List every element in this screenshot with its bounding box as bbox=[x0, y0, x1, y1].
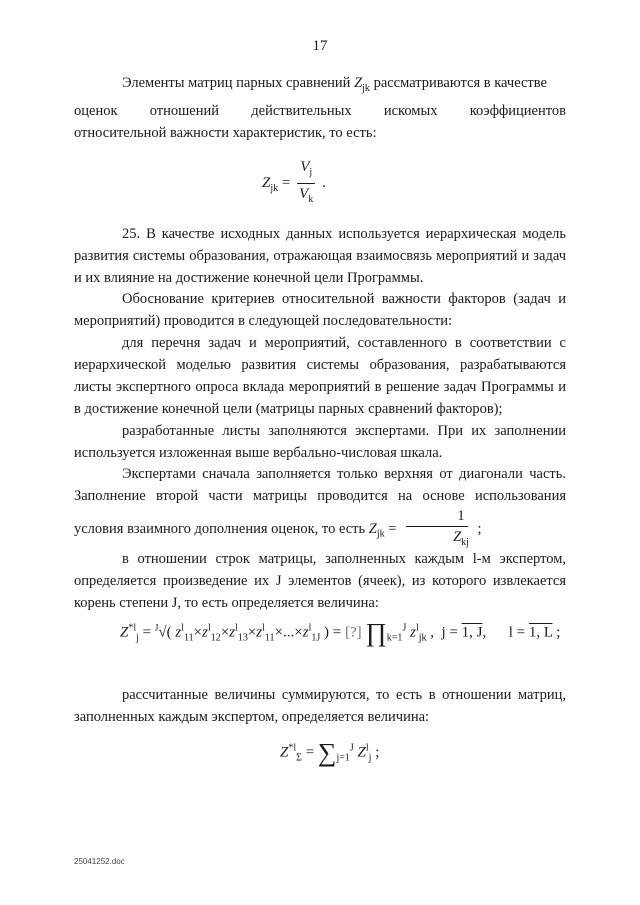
paragraph-3: Обоснование критериев относительной важности факторов (задач и мероприятий) проводится в следующей последовательности: bbox=[74, 291, 566, 329]
formula-geometric-mean: $Z^{*l}_j = ^J√$( $z^l_{11}\times z^l_{12}\times z^l_{13}\times z^l_{11}\times...\times z^l_{1J}$ ) = [?] $\prod_{k=1}^J$ $z^l_{jk}$ , j = 1, J, l = 1, L ; bbox=[120, 618, 561, 647]
paragraph-8: рассчитанные величины суммируются, то есть в отношении матриц, заполненных каждым экспертом, определяется величина: bbox=[74, 687, 566, 725]
formula-sum: $Z^{*l}_\Sigma = \sum_{j=1}^J$ $Z^l_j$ ; bbox=[280, 738, 380, 767]
page-number: 17 bbox=[312, 38, 328, 54]
paragraph-5: разработанные листы заполняются экспертами. При их заполнении используется изложенная выше вербально-числовая шкала. bbox=[74, 423, 566, 461]
formula-z-jk-ratio: $Z_{jk}$ = $\frac{V_j}{V_k}$ . bbox=[262, 159, 326, 205]
paragraph-2: 25. В качестве исходных данных используется иерархическая модель развития системы образования, отражающая взаимосвязь мероприятий и задач и их влияние на достижение конечной цели Программы. bbox=[74, 226, 566, 286]
paragraph-4: для перечня задач и мероприятий, составленного в соответствии с иерархической моделью развития системы образования, разрабатываются листы экспертного опроса вклада мероприятий в решение задач Программы и в достижение конечной цели (матрицы парных сравнений факторов); bbox=[74, 335, 566, 417]
footer-filename: 25041252.doc bbox=[74, 857, 125, 866]
paragraph-1: Элементы матриц парных сравнений $Z_{jk}$ рассматриваются в качестве оценок отношений действительных искомых коэффициентов относительной важности характеристик, то есть: bbox=[74, 75, 566, 141]
paragraph-6: Экспертами сначала заполняется только верхняя от диагонали часть. Заполнение второй части матрицы проводится на основе использования условия взаимного дополнения оценок, то есть $Z_{jk}$ = $\frac{1}{Z_{kj}}$ ; bbox=[74, 466, 566, 548]
paragraph-7: в отношении строк матрицы, заполненных каждым l-м экспертом, определяется произведение их J элементов (ячеек), из которого извлекается корень степени J, то есть определяется величина: bbox=[74, 551, 566, 611]
